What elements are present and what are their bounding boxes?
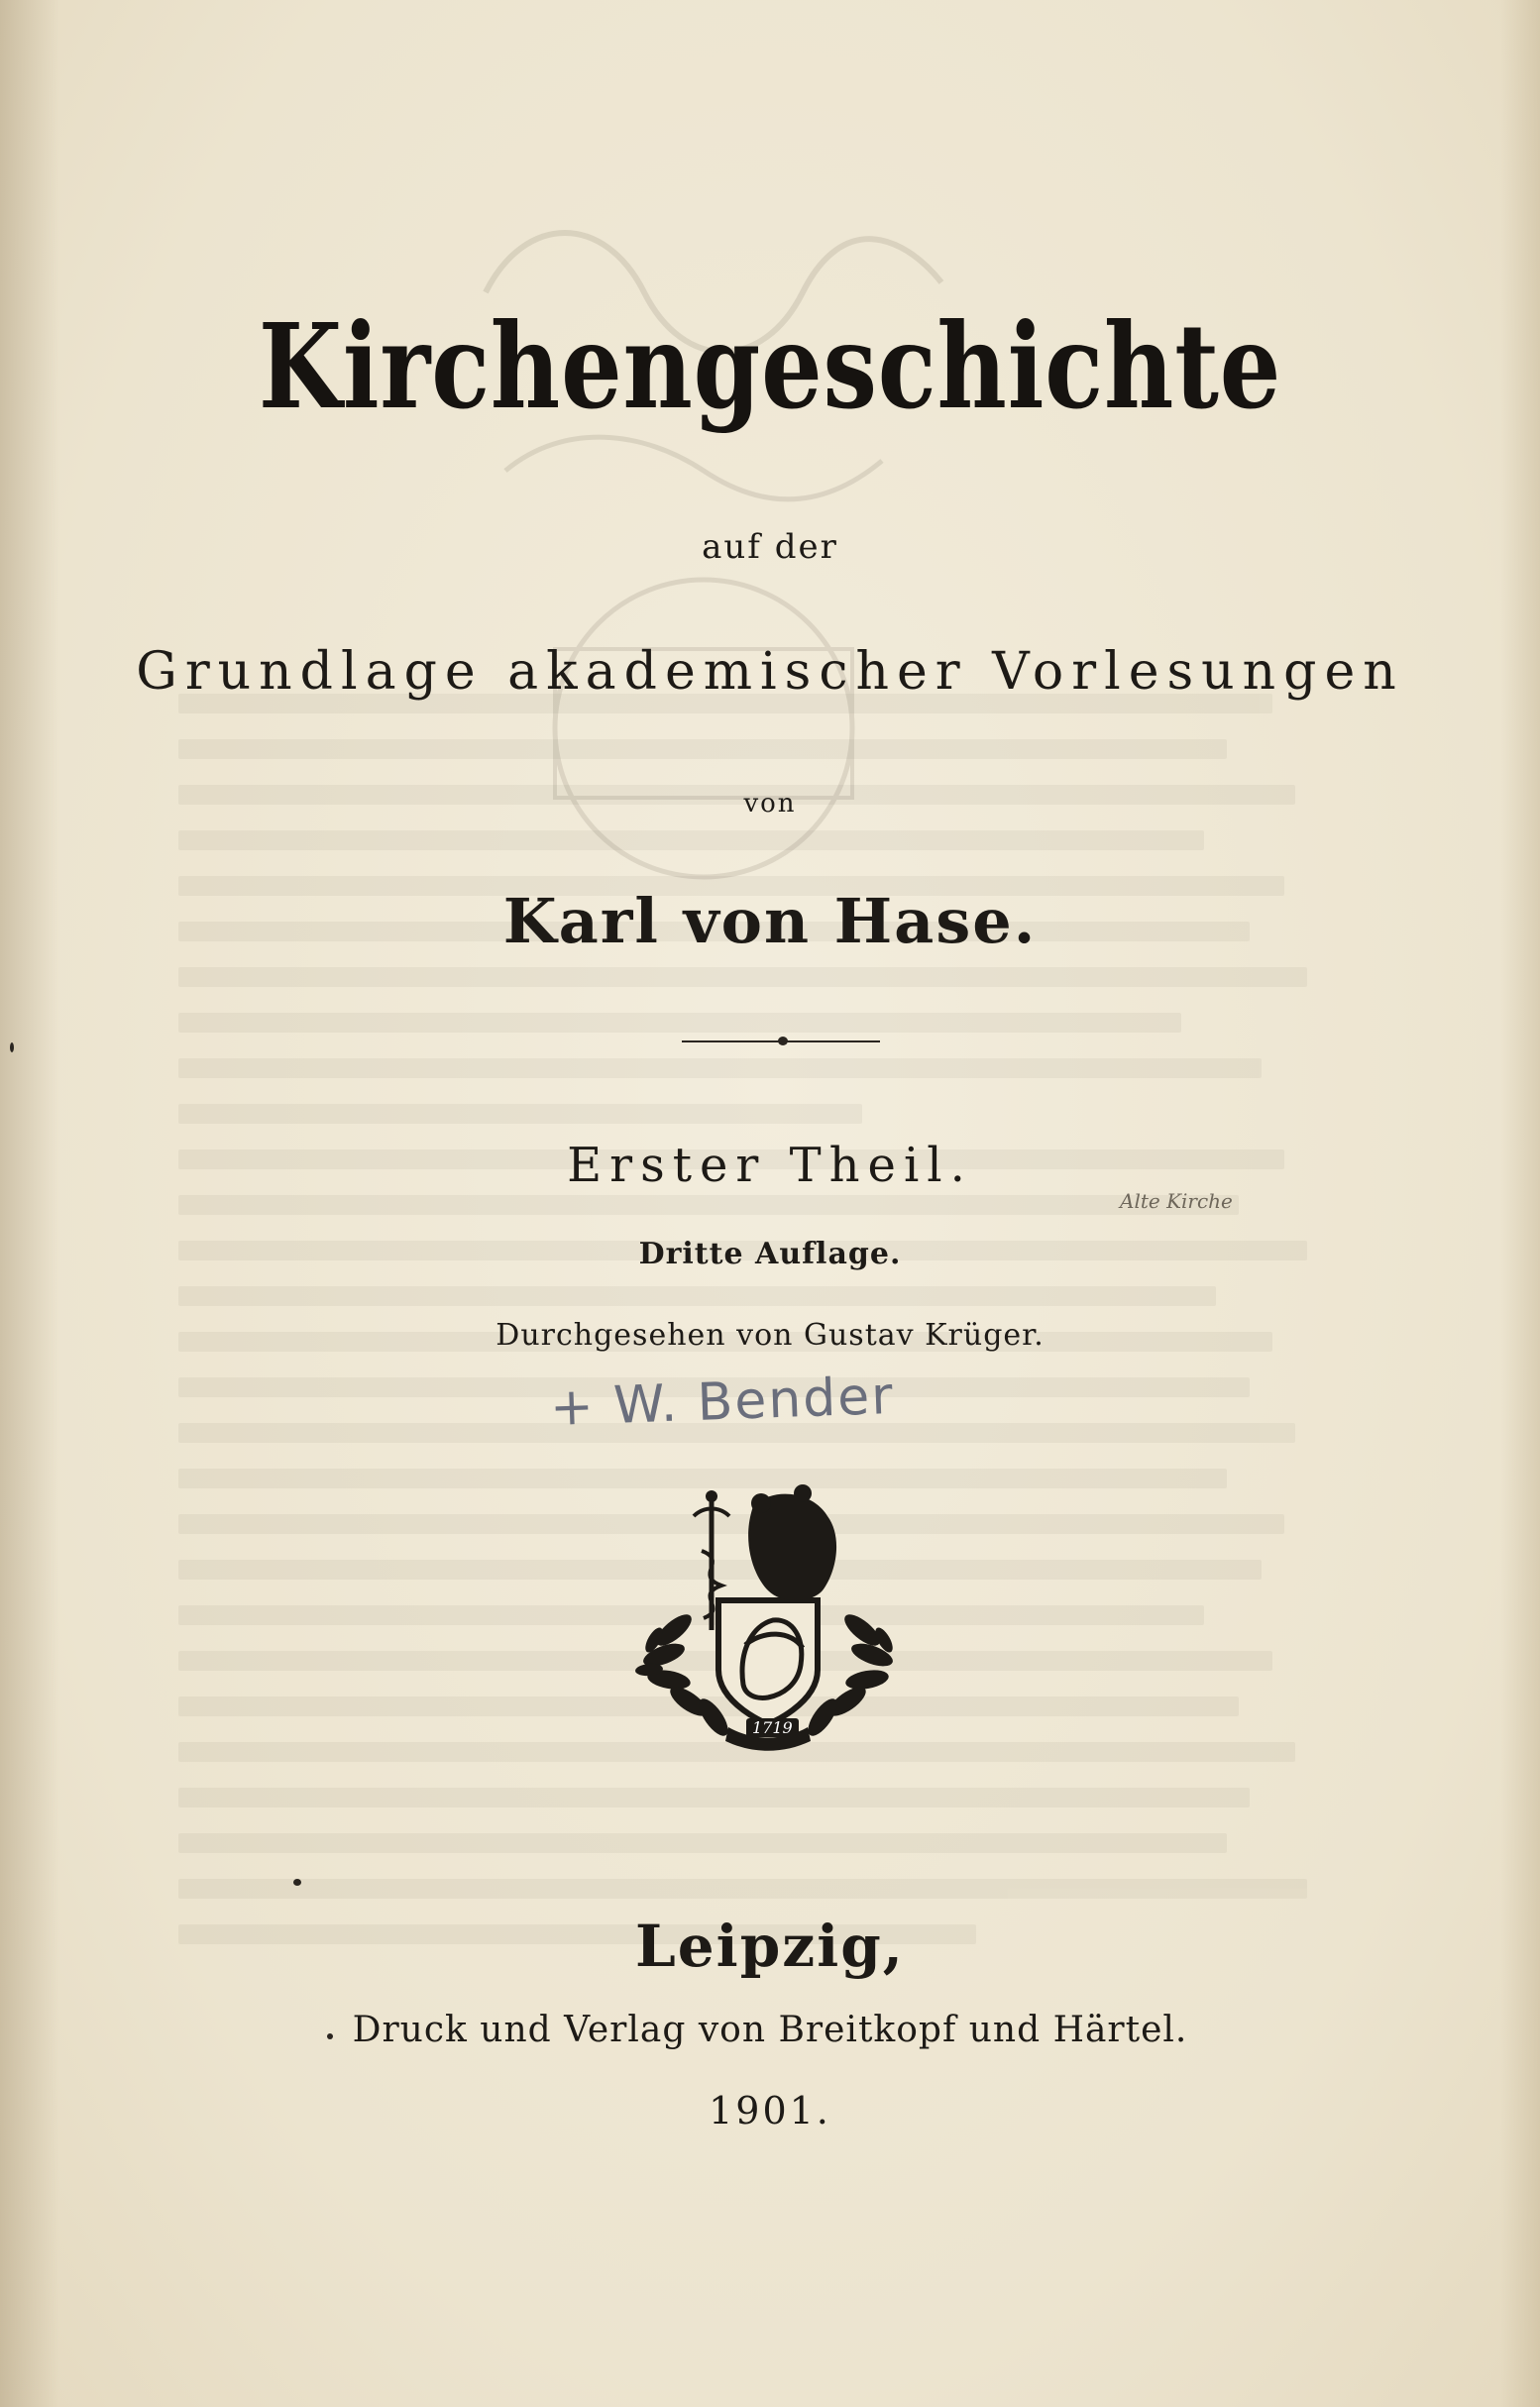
subtitle-auf: auf der — [702, 527, 838, 567]
part-label: Erster Theil. — [567, 1138, 973, 1193]
subtitle-grundlage: Grundlage akademischer Vorlesungen — [136, 642, 1404, 702]
ink-speck — [10, 1042, 14, 1052]
pencil-annotation: + W. Bender — [549, 1366, 896, 1439]
book-title: Kirchengeschichte — [258, 297, 1282, 435]
publisher-line: Druck und Verlag von Breitkopf und Härtel. — [352, 2010, 1188, 2050]
ink-annotation: Alte Kirche — [1120, 1189, 1233, 1213]
ink-speck — [327, 2033, 333, 2039]
edition-label: Dritte Auflage. — [638, 1237, 902, 1271]
place-of-publication: Leipzig, — [635, 1913, 905, 1980]
publication-year: 1901. — [709, 2089, 831, 2133]
ink-speck — [293, 1879, 301, 1886]
emblem-year: 1719 — [746, 1718, 799, 1737]
divider-ornament — [778, 1037, 788, 1045]
reviser-line: Durchgesehen von Gustav Krüger. — [495, 1318, 1045, 1353]
publisher-emblem-icon — [634, 1481, 902, 1754]
by-word: von — [743, 789, 797, 819]
author-name: Karl von Hase. — [502, 885, 1038, 957]
